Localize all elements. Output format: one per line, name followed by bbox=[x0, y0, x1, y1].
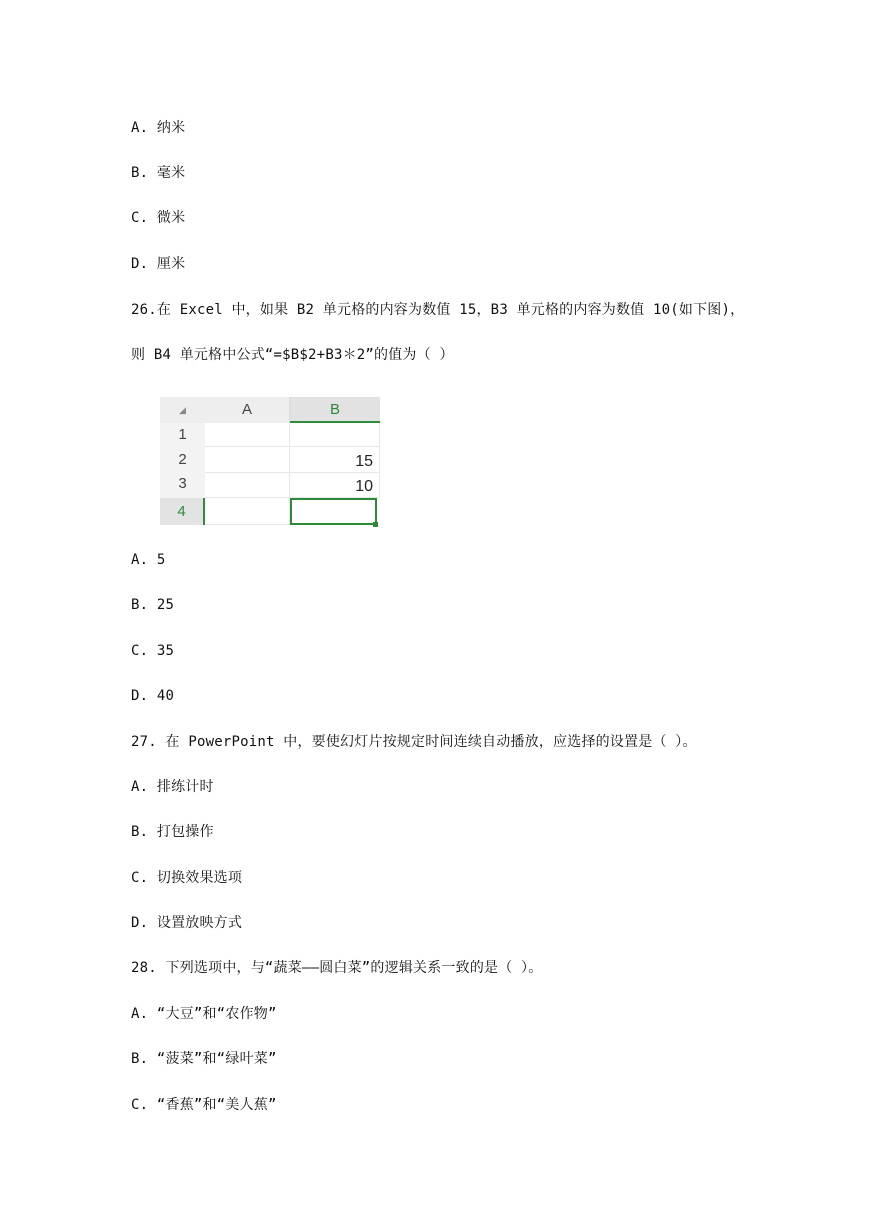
fill-handle bbox=[373, 522, 378, 527]
q28-option-c: C. “香蕉”和“美人蕉” bbox=[131, 1097, 277, 1113]
q28-option-b: B. “菠菜”和“绿叶菜” bbox=[131, 1051, 277, 1067]
column-header-a: A bbox=[205, 397, 290, 423]
q27-option-c: C. 切换效果选项 bbox=[131, 870, 243, 886]
q26-stem-line2: 则 B4 单元格中公式“=$B$2+B3＊2”的值为（ ） bbox=[131, 347, 454, 363]
q25-option-b: B. 毫米 bbox=[131, 165, 186, 181]
row-header-3: 3 bbox=[160, 473, 205, 498]
row-header-4: 4 bbox=[160, 498, 205, 525]
cell-a3 bbox=[205, 473, 290, 498]
cell-a2 bbox=[205, 447, 290, 473]
column-header-b: B bbox=[290, 397, 380, 423]
q26-stem-line1: 26.在 Excel 中，如果 B2 单元格的内容为数值 15，B3 单元格的内容为数值 10(如下图)， bbox=[131, 302, 745, 318]
row-header-1: 1 bbox=[160, 423, 205, 447]
cell-a1 bbox=[205, 423, 290, 447]
q27-stem: 27. 在 PowerPoint 中，要使幻灯片按规定时间连续自动播放，应选择的设置是（ ）。 bbox=[131, 734, 697, 750]
q28-option-a: A. “大豆”和“农作物” bbox=[131, 1006, 277, 1022]
cell-b1 bbox=[290, 423, 380, 447]
q26-option-a: A. 5 bbox=[131, 552, 166, 568]
excel-sheet-figure bbox=[160, 397, 380, 529]
cell-a4 bbox=[205, 498, 290, 525]
q26-option-c: C. 35 bbox=[131, 643, 175, 659]
q26-option-b: B. 25 bbox=[131, 597, 175, 613]
q25-option-d: D. 厘米 bbox=[131, 256, 186, 272]
corner-select-all: ◢ bbox=[160, 397, 205, 423]
q26-option-d: D. 40 bbox=[131, 688, 175, 704]
q25-option-c: C. 微米 bbox=[131, 210, 186, 226]
q28-stem: 28. 下列选项中，与“蔬菜——圆白菜”的逻辑关系一致的是（ ）。 bbox=[131, 960, 543, 976]
cell-b2: 15 bbox=[290, 447, 380, 473]
q27-option-d: D. 设置放映方式 bbox=[131, 915, 243, 931]
q27-option-a: A. 排练计时 bbox=[131, 779, 214, 795]
row-header-2: 2 bbox=[160, 447, 205, 473]
cell-b3: 10 bbox=[290, 473, 380, 498]
q25-option-a: A. 纳米 bbox=[131, 120, 186, 136]
q27-option-b: B. 打包操作 bbox=[131, 824, 214, 840]
cell-b4-selected bbox=[290, 498, 377, 525]
